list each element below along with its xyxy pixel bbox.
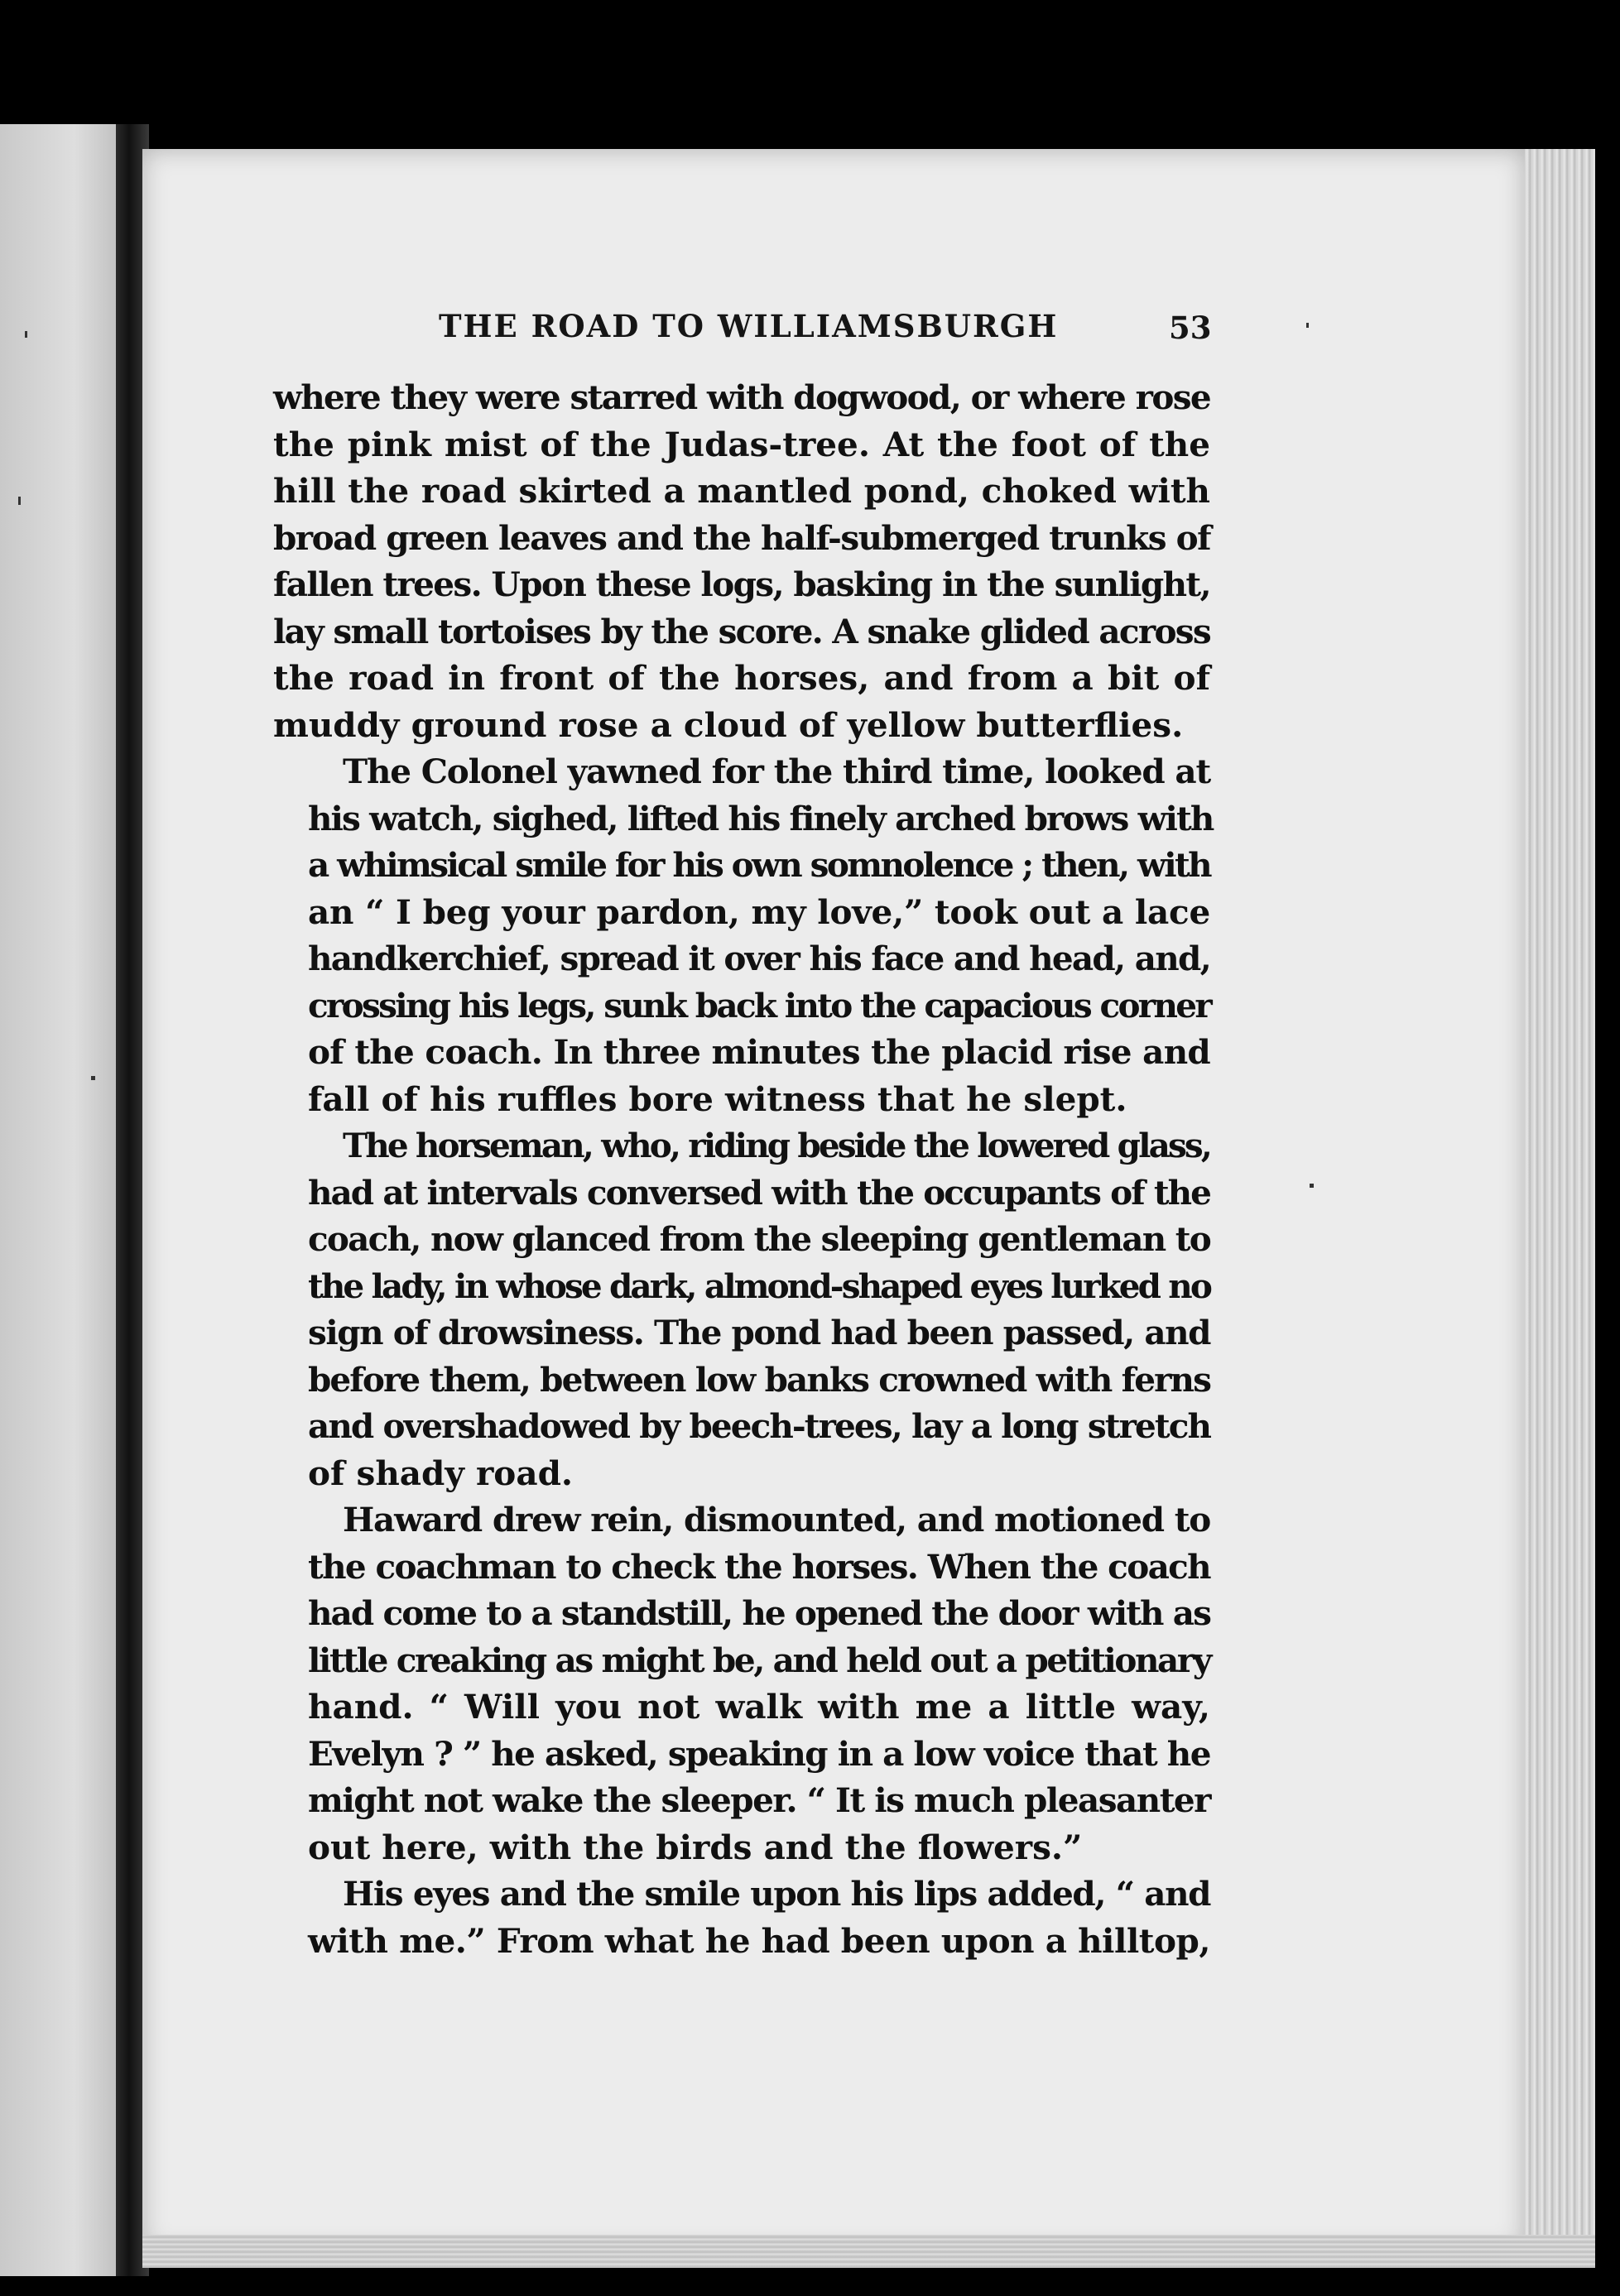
page-number: 53 bbox=[1169, 310, 1212, 346]
paragraph bbox=[273, 1496, 1210, 1871]
speck-mark bbox=[18, 497, 21, 505]
text-line: an “ I beg your pardon, my love,” took out a lace bbox=[308, 891, 1210, 932]
text-line: with me.” From what he had been upon a hilltop, bbox=[308, 1920, 1210, 1961]
text-line: The Colonel yawned for the third time, looked at bbox=[343, 752, 1210, 791]
text-line: before them, between low banks crowned with ferns bbox=[308, 1359, 1210, 1400]
text-line: Haward drew rein, dismounted, and motioned to bbox=[343, 1500, 1210, 1539]
text-line: of shady road. bbox=[308, 1453, 573, 1493]
text-line: had at intervals conversed with the occupants of the bbox=[308, 1172, 1210, 1213]
text-line: and overshadowed by beech-trees, lay a long stretch bbox=[308, 1406, 1210, 1446]
text-line: the road in front of the horses, and from a bit of bbox=[273, 658, 1210, 698]
paragraph bbox=[273, 1122, 1210, 1496]
text-line: The horseman, who, riding beside the lowered glass, bbox=[343, 1126, 1210, 1165]
text-line: hand. “ Will you not walk with me a little way, bbox=[308, 1687, 1210, 1727]
text-line: the coachman to check the horses. When the coach bbox=[308, 1546, 1210, 1587]
paragraph bbox=[273, 748, 1214, 1122]
text-line: muddy ground rose a cloud of yellow butterflies. bbox=[273, 704, 1184, 745]
text-line: handkerchief, spread it over his face and head, and, bbox=[308, 939, 1210, 978]
text-line: coach, now glanced from the sleeping gentleman to bbox=[308, 1219, 1210, 1259]
text-line: had come to a standstill, he opened the door with as bbox=[308, 1593, 1210, 1633]
speck-mark bbox=[1310, 1184, 1314, 1188]
text-line: lay small tortoises by the score. A snake glided across bbox=[273, 611, 1210, 651]
text-line: Evelyn ? ” he asked, speaking in a low voice that he bbox=[308, 1733, 1210, 1774]
paragraph bbox=[273, 374, 1210, 748]
text-line: might not wake the sleeper. “ It is much pleasanter bbox=[308, 1780, 1210, 1820]
running-head: THE ROAD TO WILLIAMSBURGH bbox=[439, 308, 1059, 344]
page-bottom-edge bbox=[142, 2235, 1595, 2268]
text-line: little creaking as might be, and held out a petitionary bbox=[308, 1640, 1210, 1680]
text-line: His eyes and the smile upon his lips added, “ and bbox=[343, 1874, 1211, 1914]
text-line: a whimsical smile for his own somnolence ; then, with bbox=[308, 845, 1210, 885]
text-line: out here, with the birds and the flowers.” bbox=[308, 1827, 1083, 1867]
text-line: fall of his ruffles bore witness that he slept. bbox=[308, 1078, 1127, 1119]
speck-mark bbox=[91, 1076, 95, 1080]
body-text bbox=[273, 374, 1214, 1964]
text-line: the lady, in whose dark, almond-shaped eyes lurked no bbox=[308, 1266, 1210, 1306]
speck-mark bbox=[1306, 323, 1309, 328]
page-edge-stack bbox=[1525, 149, 1595, 2268]
text-line: fallen trees. Upon these logs, basking in the sunlight, bbox=[273, 564, 1210, 604]
text-line: sign of drowsiness. The pond had been passed, and bbox=[308, 1313, 1210, 1352]
text-line: his watch, sighed, lifted his finely arched brows with bbox=[308, 798, 1214, 838]
text-line: broad green leaves and the half-submerged trunks of bbox=[273, 517, 1210, 558]
paragraph bbox=[273, 1871, 1210, 1964]
text-line: of the coach. In three minutes the placid rise and bbox=[308, 1032, 1210, 1072]
speck-mark bbox=[25, 331, 27, 338]
left-facing-page bbox=[0, 124, 124, 2276]
text-line: the pink mist of the Judas-tree. At the foot of the bbox=[273, 424, 1210, 464]
text-line: where they were starred with dogwood, or where rose bbox=[273, 377, 1210, 417]
text-line: crossing his legs, sunk back into the capacious corner bbox=[308, 985, 1210, 1026]
text-line: hill the road skirted a mantled pond, choked with bbox=[273, 471, 1210, 511]
